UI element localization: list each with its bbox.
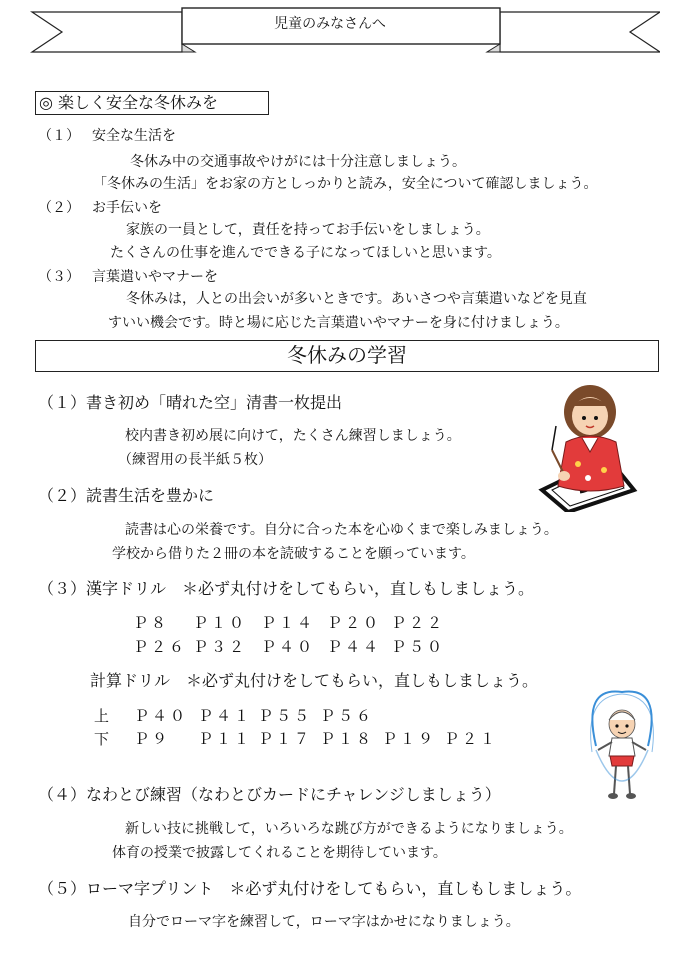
jumprope-line: 新しい技に挑戦して，いろいろな跳び方ができるようになりましょう。 <box>125 821 573 837</box>
calc-page: Ｐ４１ <box>198 707 253 725</box>
kanji-pages-row-2 <box>133 636 445 658</box>
calc-pages-upper <box>94 705 374 727</box>
safety-item-line: すいい機会です。時と場に応じた言葉遣いやマナーを身に付けましょう。 <box>108 315 569 331</box>
calligraphy-title: （１）書き初め「晴れた空」清書一枚提出 <box>38 393 343 412</box>
kanji-page: Ｐ３２ <box>193 638 248 656</box>
kanji-page: Ｐ４４ <box>327 638 382 656</box>
reading-line: 学校から借りた２冊の本を読破することを願っています。 <box>112 546 475 562</box>
calligraphy-line: 校内書き初め展に向けて，たくさん練習しましょう。 <box>125 428 461 444</box>
kanji-page: Ｐ２０ <box>327 614 382 632</box>
calc-lower-label: 下 <box>94 730 113 748</box>
calc-page: Ｐ１７ <box>258 730 313 748</box>
jumprope-line: 体育の授業で披露してくれることを期待しています。 <box>112 845 447 861</box>
safety-item-line: 冬休みは，人との出会いが多いときです。あいさつや言葉遣いなどを見直 <box>126 291 587 307</box>
kanji-page: Ｐ２２ <box>391 614 446 632</box>
jumprope-title: （４）なわとび練習（なわとびカードにチャレンジしましょう） <box>38 785 501 804</box>
calligraphy-girl-illustration <box>538 372 658 512</box>
safety-item-title: 安全な生活を <box>92 128 176 144</box>
safety-item-line: 家族の一員として，責任を持ってお手伝いをしましょう。 <box>126 222 490 238</box>
safety-item-title: お手伝いを <box>92 200 162 216</box>
kanji-page: Ｐ２６ <box>133 638 188 656</box>
calc-upper-label: 上 <box>94 707 113 725</box>
calc-page: Ｐ１９ <box>382 730 437 748</box>
study-heading: 冬休みの学習 <box>35 340 659 372</box>
safety-item-num: （３） <box>38 269 80 285</box>
romaji-title: （５）ローマ字プリント ＊必ず丸付けをしてもらい，直しもしましょう。 <box>38 879 582 898</box>
safety-item-num: （２） <box>38 200 80 216</box>
kanji-page: Ｐ８ <box>133 614 170 632</box>
calc-page: Ｐ５６ <box>320 707 375 725</box>
calc-drill-title: 計算ドリル ＊必ず丸付けをしてもらい，直しもしましょう。 <box>90 671 539 690</box>
safety-heading: ◎ 楽しく安全な冬休みを <box>35 91 269 115</box>
kanji-drill-title: （３）漢字ドリル ＊必ず丸付けをしてもらい，直しもしましょう。 <box>38 579 535 598</box>
calc-page: Ｐ１１ <box>198 730 253 748</box>
banner-title: 児童のみなさんへ <box>274 16 386 32</box>
jumprope-boy-illustration <box>582 690 662 810</box>
safety-item-line: 「冬休みの生活」をお家の方としっかりと読み，安全について確認しましょう。 <box>93 176 598 192</box>
calc-pages-lower <box>94 728 498 750</box>
romaji-line: 自分でローマ字を練習して，ローマ字はかせになりましょう。 <box>128 914 520 930</box>
reading-line: 読書は心の栄養です。自分に合った本を心ゆくまで楽しみましょう。 <box>125 522 558 538</box>
kanji-page: Ｐ４０ <box>261 638 316 656</box>
kanji-page: Ｐ１０ <box>193 614 248 632</box>
calc-page: Ｐ４０ <box>134 707 189 725</box>
safety-item-title: 言葉遣いやマナーを <box>92 269 218 285</box>
calc-page: Ｐ１８ <box>320 730 375 748</box>
kanji-pages-row-1 <box>133 612 445 634</box>
kanji-page: Ｐ１４ <box>261 614 316 632</box>
reading-title: （２）読書生活を豊かに <box>38 486 215 505</box>
calc-page: Ｐ９ <box>134 730 171 748</box>
calc-page: Ｐ２１ <box>444 730 499 748</box>
kanji-page: Ｐ５０ <box>391 638 446 656</box>
calligraphy-line: （練習用の長半紙５枚） <box>118 452 272 468</box>
calc-page: Ｐ５５ <box>258 707 313 725</box>
safety-item-line: たくさんの仕事を進んでできる子になってほしいと思います。 <box>110 245 501 261</box>
safety-item-line: 冬休み中の交通事故やけがには十分注意しましょう。 <box>130 154 466 170</box>
safety-item-num: （１） <box>38 128 80 144</box>
